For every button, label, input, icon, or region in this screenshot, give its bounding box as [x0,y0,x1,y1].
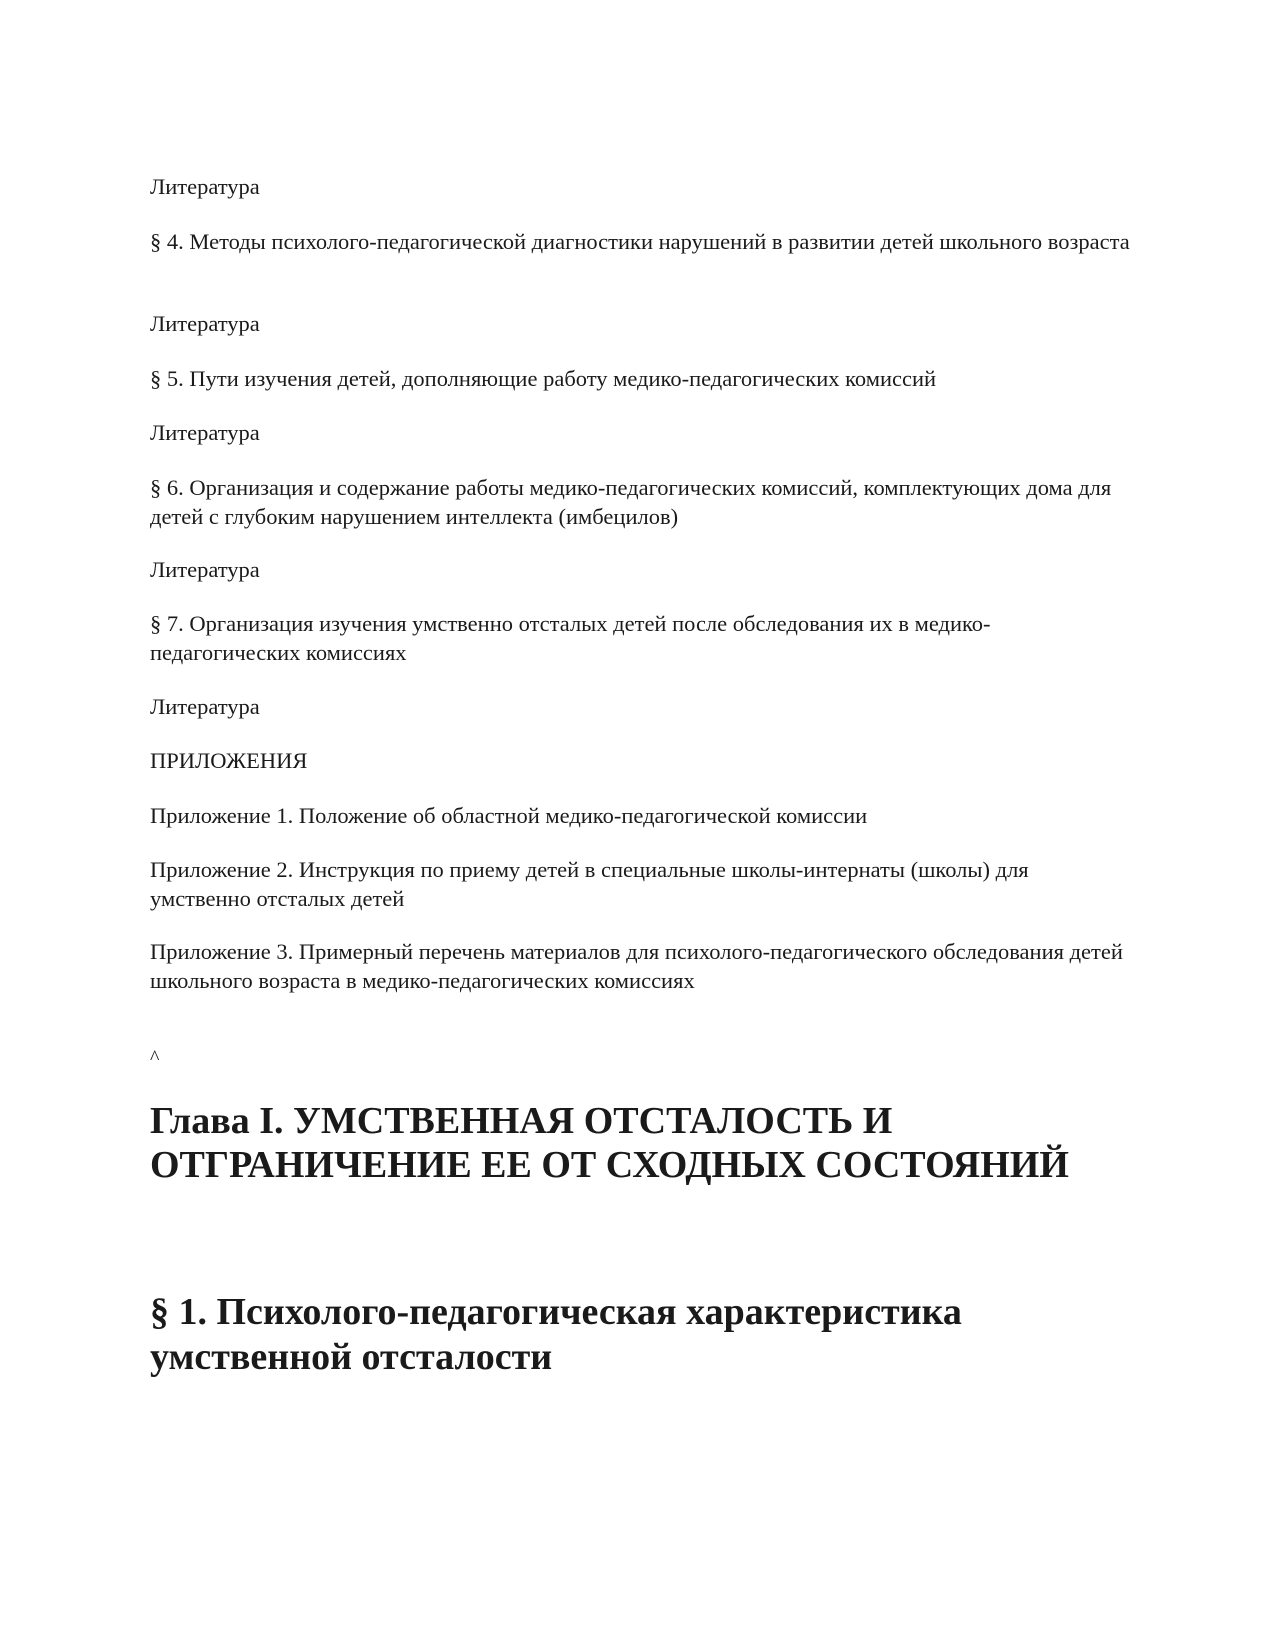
toc-item-section-6: § 6. Организация и содержание работы медико-педагогических комиссий, комплектующих дома для детей с глубоким нарушением интеллекта (имбецилов) [150,475,1112,529]
toc-item-appendices: ПРИЛОЖЕНИЯ [150,748,308,773]
toc-item-appendix-1: Приложение 1. Положение об областной медико-педагогической комиссии [150,803,868,828]
toc-item-literature: Литература [150,174,260,199]
toc-item-section-4: § 4. Методы психолого-педагогической диагностики нарушений в развитии детей школьного возраста [150,229,1130,254]
toc-item-literature: Литература [150,694,260,719]
toc-item-literature: Литература [150,557,260,582]
toc-item-appendix-3: Приложение 3. Примерный перечень материалов для психолого-педагогического обследования детей школьного возраста в медико-педагогических комиссиях [150,939,1123,993]
caret-mark: ^ [150,1047,160,1069]
toc-item-appendix-2: Приложение 2. Инструкция по приему детей в специальные школы-интернаты (школы) для умственно отсталых детей [150,857,1029,911]
toc-item-section-5: § 5. Пути изучения детей, дополняющие работу медико-педагогических комиссий [150,366,937,391]
toc-item-literature: Литература [150,420,260,445]
toc-item-literature: Литература [150,311,260,336]
toc-item-section-7: § 7. Организация изучения умственно отсталых детей после обследования их в медико-педагогических комиссиях [150,611,991,665]
chapter-title: Глава I. УМСТВЕННАЯ ОТСТАЛОСТЬ И ОТГРАНИЧЕНИЕ ЕЕ ОТ СХОДНЫХ СОСТОЯНИЙ [150,1100,1069,1186]
section-title: § 1. Психолого-педагогическая характеристика умственной отсталости [150,1291,962,1378]
